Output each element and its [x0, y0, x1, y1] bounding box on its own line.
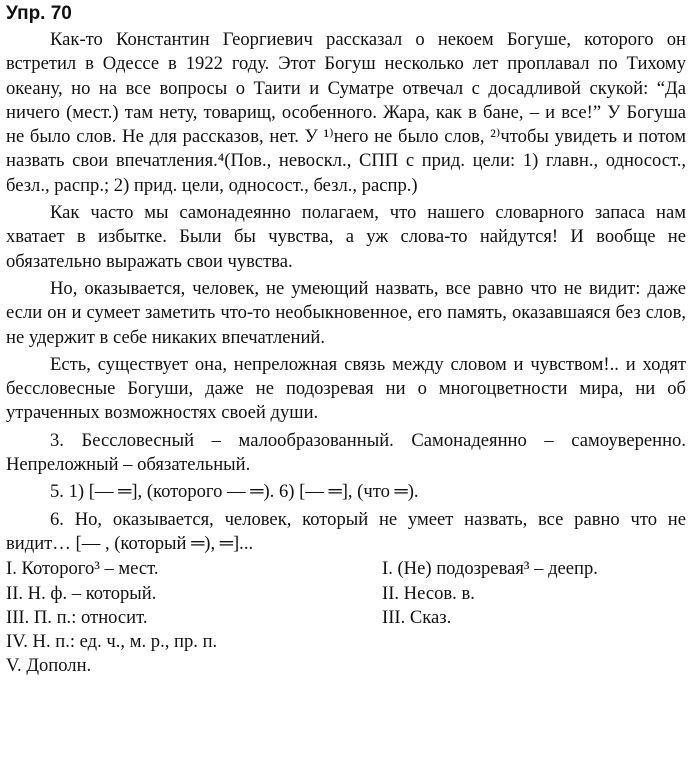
answer-3: 3. Бессловесный – малообразованный. Самонадеянно – самоуверенно. Непреложный – обязательный. — [6, 429, 686, 476]
parsing-right-row: II. Несов. в. — [382, 582, 475, 604]
parsing-right-row: I. (Не) подозревая³ – деепр. — [382, 558, 598, 580]
parsing-right — [382, 557, 682, 678]
parsing-left-row: III. П. п.: относит. — [6, 606, 148, 628]
parsing-left — [6, 557, 382, 678]
parsing-left-row: V. Дополн. — [6, 655, 92, 677]
paragraph-4: Есть, существует она, непреложная связь между словом и чувством!.. и ходят бессловесные Богуши, даже не подозревая ни о многоцветности мира, ни об утраченных возможностях своей души. — [6, 353, 686, 424]
answer-6: 6. Но, оказывается, человек, который не умеет назвать, все равно что не видит… [— , (который ═), ═]... — [6, 508, 686, 554]
parsing-columns — [6, 557, 686, 678]
parsing-left-row: IV. Н. п.: ед. ч., м. р., пр. п. — [6, 631, 218, 653]
paragraph-3: Но, оказывается, человек, не умеющий назвать, все равно что не видит: даже если он и сумеет заметить что-то необыкновенное, его память, оказавшаяся без слов, не удержит в себе никаких впечатлений. — [6, 277, 686, 348]
exercise-title: Упр. 70 — [6, 3, 72, 24]
paragraph-2: Как часто мы самонадеянно полагаем, что нашего словарного запаса нам хватает в избытке. Были бы чувства, а уж слова-то найдутся! И вообще не обязательно выражать свои чувства. — [6, 202, 686, 272]
parsing-left-row: I. Которого³ – мест. — [6, 558, 159, 580]
parsing-left-row: II. Н. ф. – который. — [6, 582, 157, 604]
answer-5: 5. 1) [— ═], (которого — ═). 6) [— ═], (что ═). — [50, 481, 419, 503]
paragraph-1: Как-то Константин Георгиевич рассказал о некоем Богуше, которого он встретил в Одессе в 1922 году. Этот Богуш несколько лет проплавал по Тихому океану, но на все вопросы о Таити и Суматре отвечал с досадливой скукой: “Да ничего (мест.) там нету, товарищ, особенного. Жара, как в бане, – и все!” У Богуша не было слов. Не для рассказов, нет. У ¹⁾него не было слов, ²⁾чтобы увидеть и потом назвать свои впечатления.⁴(Пов., невоскл., СПП с прид. цели: 1) главн., односост., безл., распр.; 2) прид. цели, односост., безл., распр.) — [6, 29, 686, 196]
parsing-right-row: III. Сказ. — [382, 606, 452, 628]
